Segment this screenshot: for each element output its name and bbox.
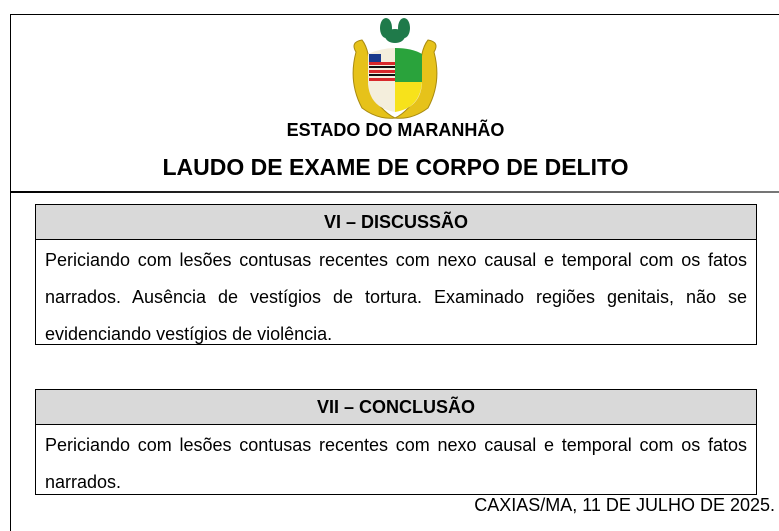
section-discussion [35,204,757,345]
state-name: ESTADO DO MARANHÃO [286,120,505,140]
document-title: LAUDO DE EXAME DE CORPO DE DELITO [162,154,629,180]
place-date: CAXIAS/MA, 11 DE JULHO DE 2025. [474,495,775,515]
frame-left-border [10,14,11,531]
section-heading: VI – DISCUSSÃO [36,205,756,240]
coat-of-arms-emblem [342,12,450,120]
section-conclusion [35,389,757,495]
section-body: Periciando com lesões contusas recentes com nexo causal e temporal com os fatos narrados. [45,435,747,492]
section-heading: VII – CONCLUSÃO [36,390,756,425]
section-body: Periciando com lesões contusas recentes com nexo causal e temporal com os fatos narrados. Ausência de vestígios de tortura. Examinado regiões genitais, não se evidenciando vestígios de violência. [45,250,747,344]
header-divider [10,191,779,193]
